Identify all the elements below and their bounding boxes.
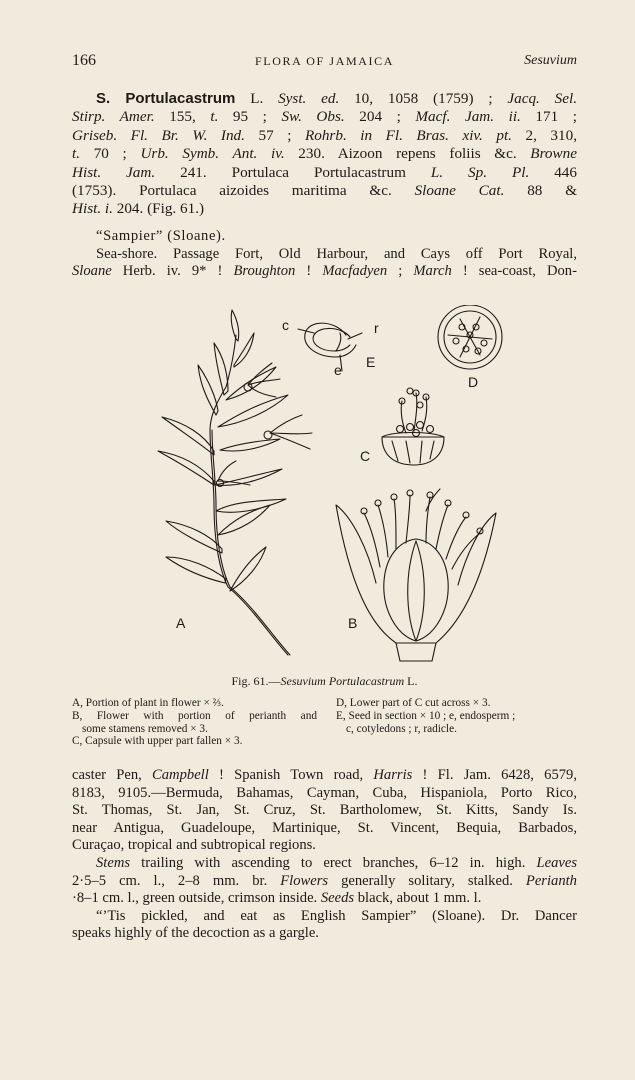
common-name: “Sampier” (Sloane). [96, 228, 226, 244]
figure-caption: Fig. 61.—Sesuvium Portulacastrum L. [231, 674, 418, 688]
description-line: speaks highly of the decoction as a gargle. [72, 925, 319, 942]
habitat-line: Sloane Herb. iv. 9* ! Broughton ! Macfadyen ; March ! sea-coast, Don- [72, 263, 577, 279]
seed-section-drawing [298, 323, 362, 371]
label-D: D [468, 374, 479, 390]
capsule-cross-section-drawing [438, 305, 502, 369]
label-C: C [360, 448, 371, 464]
legend-item-d: D, Lower part of C cut across × 3. [336, 697, 491, 709]
synonymy-line: t. 70 ; Urb. Symb. Ant. iv. 230. Aizoon repens foliis &c. Browne [72, 145, 577, 163]
flower-section-drawing [336, 489, 496, 661]
synonymy-line: Stirp. Amer. 155, t. 95 ; Sw. Obs. 204 ; Macf. Jam. ii. 171 ; [72, 108, 577, 126]
distribution-line: Curaçao, tropical and subtropical regions. [72, 837, 316, 854]
distribution-line: St. Thomas, St. Jan, St. Cruz, St. Bartholomew, St. Kitts, Sandy Is. [72, 802, 577, 819]
plant-branch-drawing [158, 310, 312, 655]
synonymy-line: Hist. Jam. 241. Portulaca Portulacastrum L. Sp. Pl. 446 [72, 163, 577, 181]
description-line: Stems trailing with ascending to erect branches, 6–12 in. high. Leaves [96, 855, 577, 871]
description-line: “’Tis pickled, and eat as English Sampier” (Sloane). Dr. Dancer [96, 907, 577, 924]
label-A: A [176, 615, 186, 631]
label-B: B [348, 615, 358, 631]
legend-item-b: B, Flower with portion of perianth and [72, 709, 317, 722]
running-genus: Sesuvium [524, 53, 577, 68]
figure-plate [130, 305, 520, 665]
running-header [72, 52, 577, 76]
running-title: FLORA OF JAMAICA [255, 54, 394, 68]
legend-item-a: A, Portion of plant in flower × ⅔. [72, 697, 224, 709]
legend-item-e-cont: c, cotyledons ; r, radicle. [346, 722, 457, 735]
synonymy-line: Hist. i. 204. (Fig. 61.) [72, 200, 205, 218]
label-e-small: e [334, 362, 342, 378]
legend-item-c: C, Capsule with upper part fallen × 3. [72, 735, 243, 748]
label-r-small: r [374, 320, 379, 336]
description-line: ·8–1 cm. l., green outside, crimson inside. Seeds black, about 1 mm. l. [72, 890, 482, 907]
legend-item-e: E, Seed in section × 10 ; e, endosperm ; [336, 709, 516, 722]
habitat-paragraph [72, 228, 577, 281]
description-paragraph [72, 855, 577, 943]
species-synonymy [72, 90, 577, 219]
description-line: 2·5–5 cm. l., 2–8 mm. br. Flowers generally solitary, stalked. Perianth [72, 872, 577, 889]
page-number: 166 [72, 52, 96, 69]
label-E: E [366, 354, 376, 370]
label-c-small: c [282, 317, 289, 333]
distribution-line: 8183, 9105.—Bermuda, Bahamas, Cayman, Cuba, Hispaniola, Porto Rico, [72, 784, 577, 801]
distribution-line: near Antigua, Guadeloupe, Martinique, St. Vincent, Bequia, Barbados, [72, 819, 577, 836]
synonymy-line: Griseb. Fl. Br. W. Ind. 57 ; Rohrb. in Fl. Bras. xiv. pt. 2, 310, [72, 126, 577, 144]
capsule-drawing [382, 388, 444, 465]
distribution-paragraph [72, 767, 577, 855]
habitat-line: Sea-shore. Passage Fort, Old Harbour, and Cays off Port Royal, [96, 245, 577, 262]
botanical-illustration [130, 305, 520, 665]
synonymy-line: S. Portulacastrum L. Syst. ed. 10, 1058 (1759) ; Jacq. Sel. [96, 90, 577, 107]
legend-item-b-cont: some stamens removed × 3. [82, 722, 208, 735]
distribution-line: caster Pen, Campbell ! Spanish Town road, Harris ! Fl. Jam. 6428, 6579, [72, 767, 577, 783]
synonymy-line: (1753). Portulaca aizoides maritima &c. Sloane Cat. 88 & [72, 182, 578, 200]
